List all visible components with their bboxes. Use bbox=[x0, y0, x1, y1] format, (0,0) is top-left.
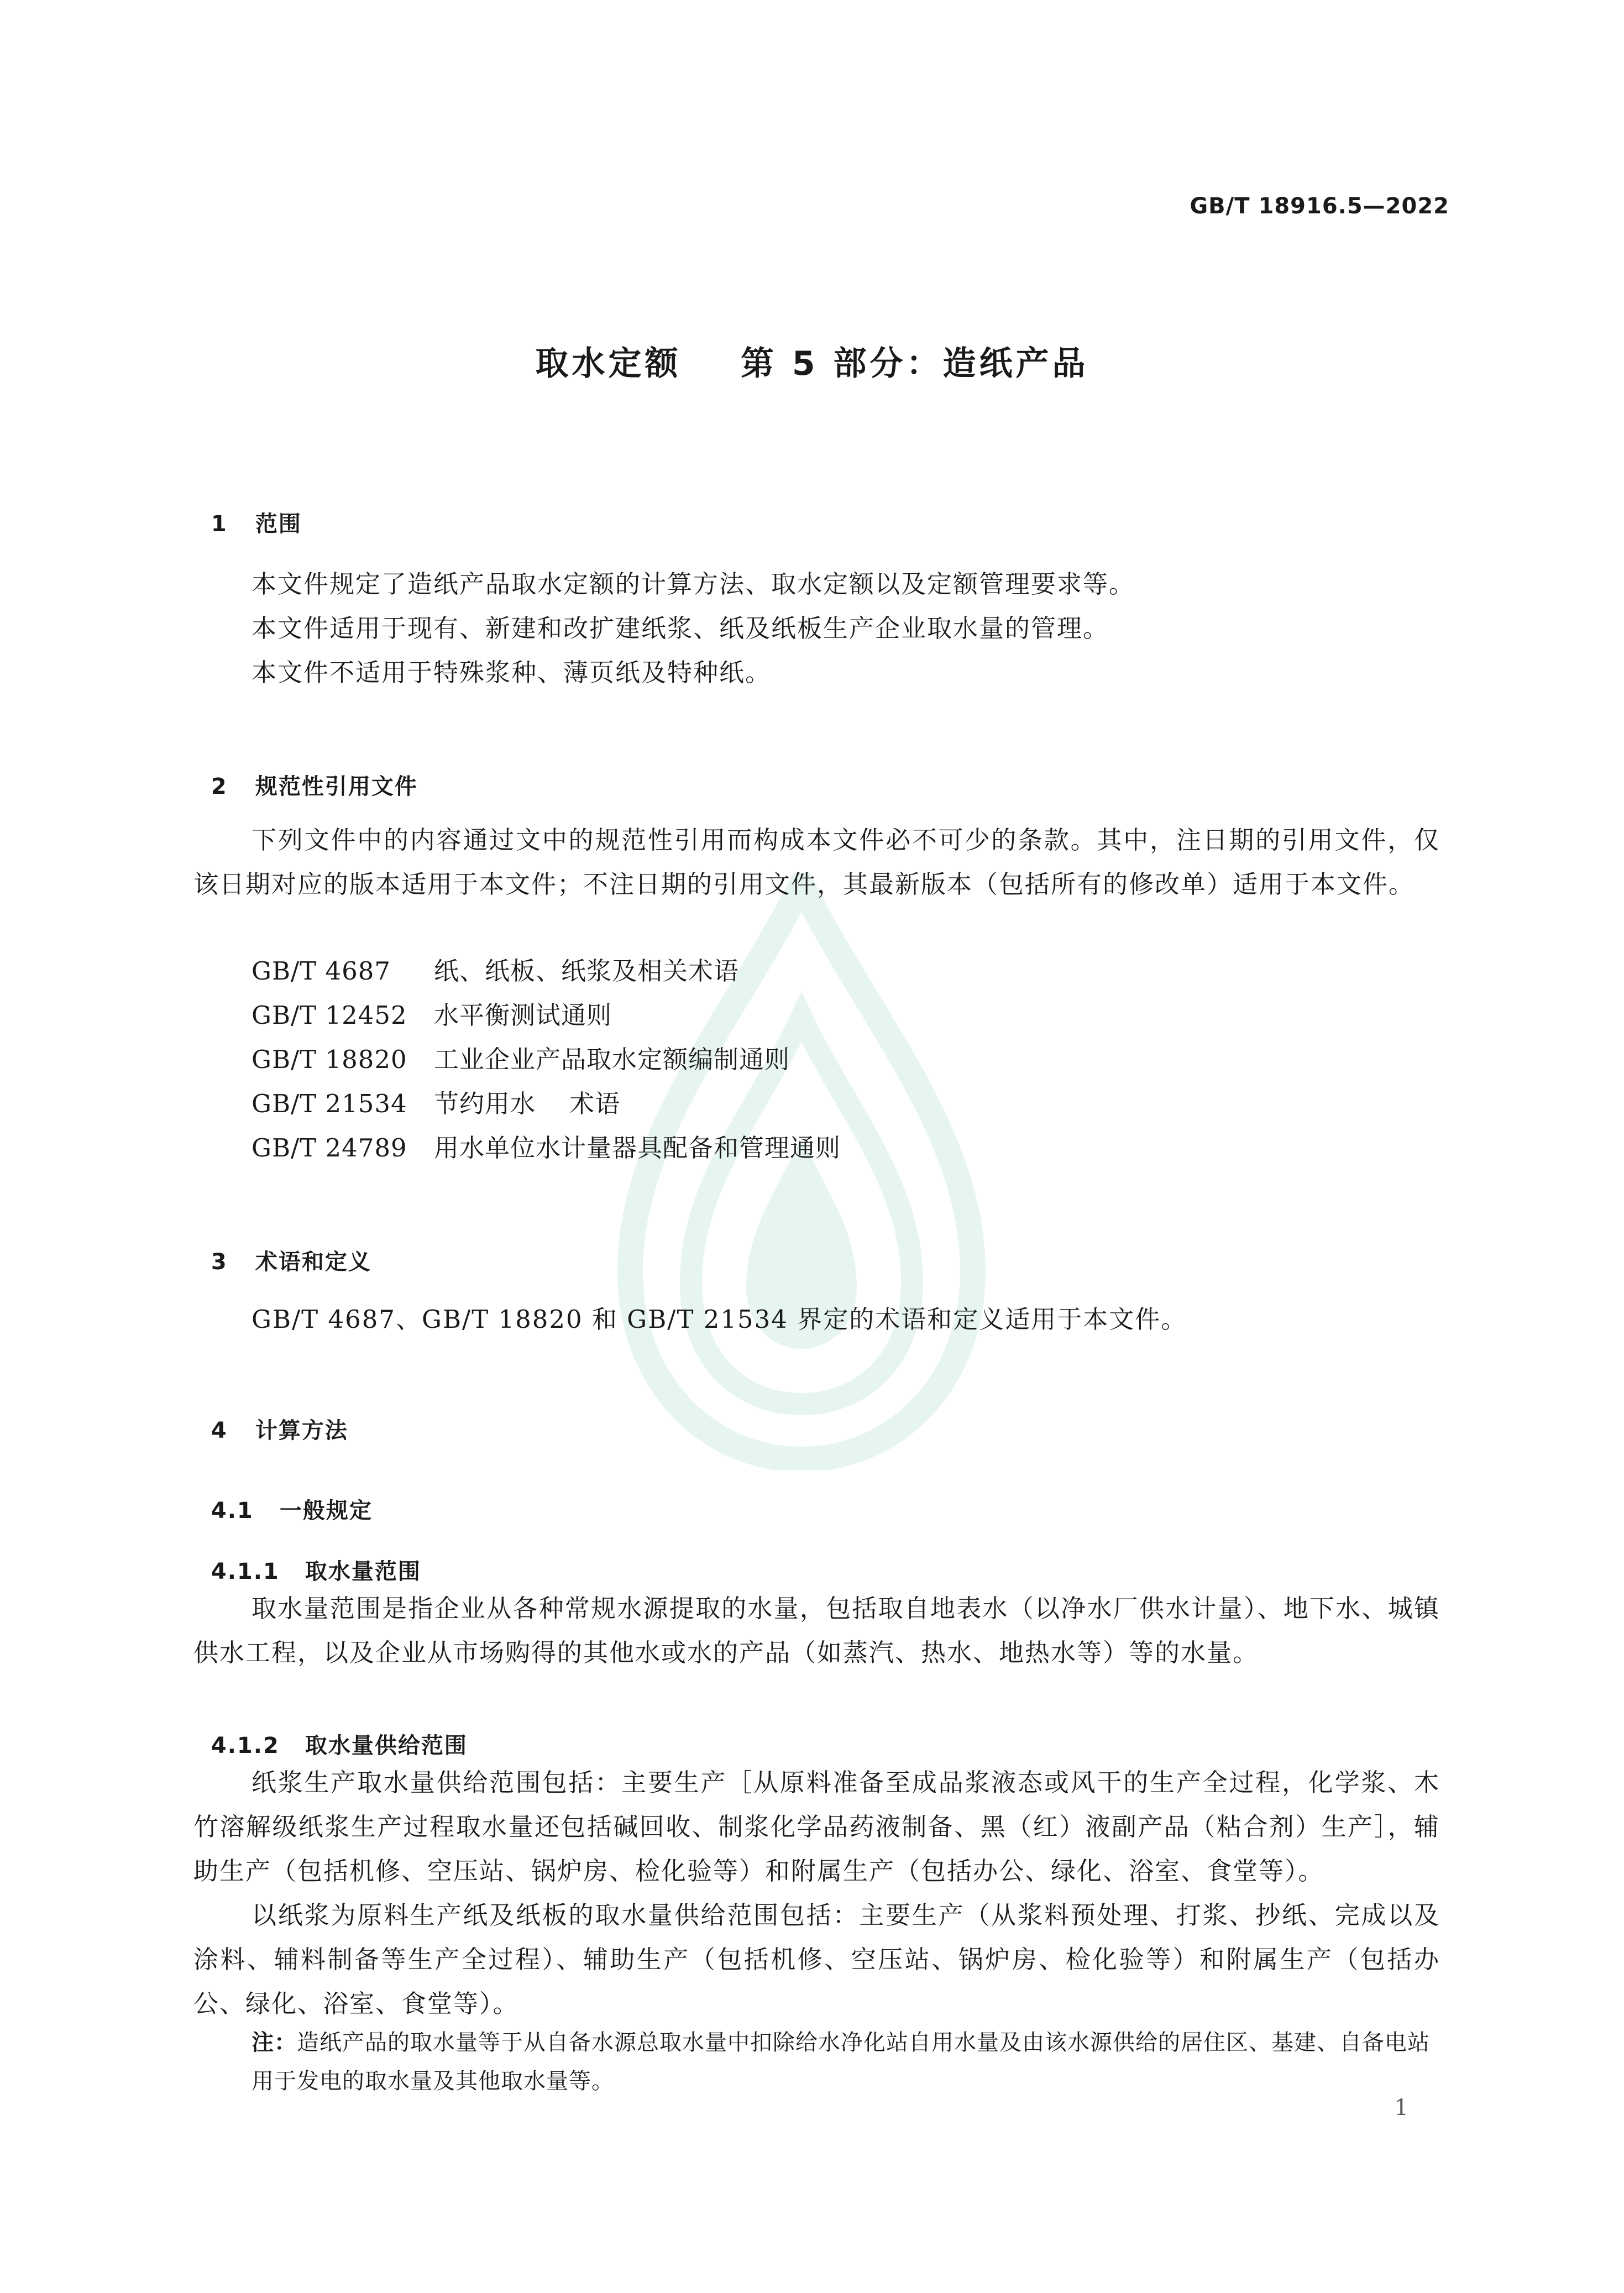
section-title: 取水量范围 bbox=[305, 1559, 421, 1584]
section-3-heading bbox=[193, 1219, 371, 1276]
section-2-heading bbox=[193, 744, 418, 800]
subsection-4-1-2-para1: 纸浆生产取水量供给范围包括：主要生产［从原料准备至成品浆液态或风干的生产全过程，化学浆、木竹溶解级纸浆生产过程取水量还包括碱回收、制浆化学品药液制备、黑（红）液副产品（粘合剂）生产］，辅助生产（包括机修、空压站、锅炉房、检化验等）和附属生产（包括办公、绿化、浴室、食堂等）。 bbox=[193, 1768, 1440, 1886]
note bbox=[252, 2023, 1440, 2101]
section-number: 4.1.2 bbox=[211, 1733, 280, 1758]
subsection-4-1-heading bbox=[193, 1468, 373, 1525]
subsection-4-1-2-para2: 以纸浆为原料生产纸及纸板的取水量供给范围包括：主要生产（从浆料预处理、打浆、抄纸、完成以及涂料、辅料制备等生产全过程）、辅助生产（包括机修、空压站、锅炉房、检化验等）和附属生产（包括办公、绿化、浴室、食堂等）。 bbox=[193, 1901, 1440, 2018]
section-number: 4 bbox=[211, 1418, 228, 1443]
document-title: 取水定额 第 5 部分：造纸产品 bbox=[535, 344, 1089, 383]
section-title: 计算方法 bbox=[255, 1418, 348, 1443]
reference-code: GB/T 12452 bbox=[252, 1001, 407, 1030]
reference-code: GB/T 4687 bbox=[252, 956, 391, 986]
reference-title: 水平衡测试通则 bbox=[434, 1001, 612, 1030]
section-3-text: GB/T 4687、GB/T 18820 和 GB/T 21534 界定的术语和定义适用于本文件。 bbox=[252, 1305, 1187, 1334]
page-number: 1 bbox=[1394, 2095, 1408, 2121]
paragraph-line: 本文件规定了造纸产品取水定额的计算方法、取水定额以及定额管理要求等。 bbox=[252, 569, 1135, 599]
section-number: 4.1 bbox=[211, 1498, 254, 1524]
reference-code: GB/T 18820 bbox=[252, 1045, 407, 1074]
subsection-4-1-2-heading bbox=[193, 1703, 468, 1760]
reference-item bbox=[252, 995, 612, 1031]
section-number: 4.1.1 bbox=[211, 1559, 280, 1584]
reference-code: GB/T 24789 bbox=[252, 1133, 407, 1163]
reference-item bbox=[252, 1128, 841, 1164]
section-1-heading bbox=[193, 481, 302, 538]
reference-title: 纸、纸板、纸浆及相关术语 bbox=[434, 956, 740, 986]
paragraph-line: 本文件不适用于特殊浆种、薄页纸及特种纸。 bbox=[252, 658, 772, 687]
section-title: 规范性引用文件 bbox=[255, 774, 418, 799]
reference-title: 工业企业产品取水定额编制通则 bbox=[434, 1045, 790, 1074]
section-number: 1 bbox=[211, 511, 228, 537]
reference-item bbox=[252, 1039, 790, 1075]
note-text: 造纸产品的取水量等于从自备水源总取水量中扣除给水净化站自用水量及由该水源供给的居住区、基建、自备电站用于发电的取水量及其他取水量等。 bbox=[252, 2030, 1430, 2094]
section-title: 术语和定义 bbox=[255, 1249, 371, 1275]
paragraph-line: 本文件适用于现有、新建和改扩建纸浆、纸及纸板生产企业取水量的管理。 bbox=[252, 614, 1109, 643]
subsection-4-1-1-text: 取水量范围是指企业从各种常规水源提取的水量，包括取自地表水（以净水厂供水计量）、地下水、城镇供水工程，以及企业从市场购得的其他水或水的产品（如蒸汽、热水、地热水等）等的水量。 bbox=[193, 1594, 1440, 1667]
reference-item bbox=[252, 951, 739, 987]
section-4-heading bbox=[193, 1388, 348, 1444]
subsection-4-1-1-heading bbox=[193, 1528, 421, 1585]
section-title: 范围 bbox=[255, 511, 302, 537]
document-code: GB/T 18916.5—2022 bbox=[1190, 193, 1449, 219]
reference-title: 用水单位水计量器具配备和管理通则 bbox=[434, 1133, 841, 1163]
section-number: 3 bbox=[211, 1249, 228, 1275]
section-number: 2 bbox=[211, 774, 228, 799]
section-title: 取水量供给范围 bbox=[305, 1733, 468, 1758]
note-label: 注： bbox=[252, 2030, 297, 2055]
section-2-intro: 下列文件中的内容通过文中的规范性引用而构成本文件必不可少的条款。其中，注日期的引用文件，仅该日期对应的版本适用于本文件；不注日期的引用文件，其最新版本（包括所有的修改单）适用于本文件。 bbox=[193, 825, 1440, 899]
section-title: 一般规定 bbox=[279, 1498, 373, 1524]
reference-item bbox=[252, 1083, 620, 1119]
reference-title: 节约用水 术语 bbox=[434, 1089, 621, 1118]
reference-code: GB/T 21534 bbox=[252, 1089, 407, 1118]
